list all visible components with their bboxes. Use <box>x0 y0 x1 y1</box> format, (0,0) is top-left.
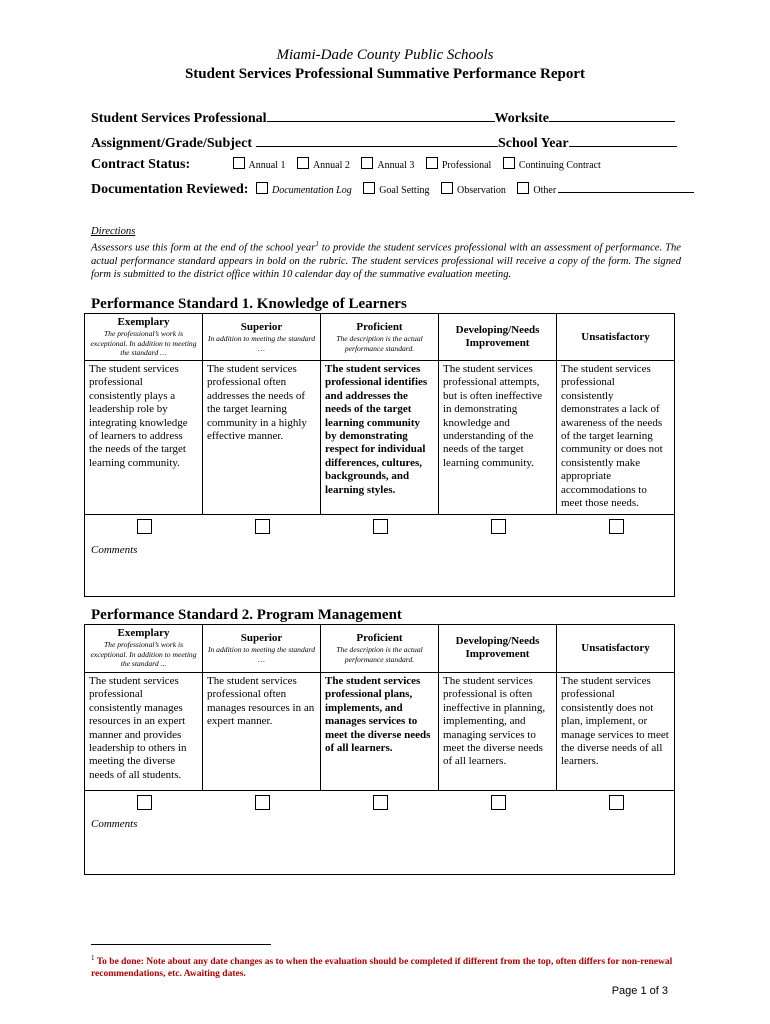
professional-field-row <box>91 107 675 127</box>
rating-checkbox-exemplary[interactable] <box>137 519 152 534</box>
checkbox-observation[interactable] <box>441 182 453 194</box>
level-unsatisfactory <box>557 314 675 361</box>
contract-status-row <box>91 157 609 173</box>
checkbox-annual-1[interactable] <box>233 157 245 169</box>
level-name: Exemplary <box>117 316 170 328</box>
option-observation: Observation <box>456 185 506 196</box>
superior-description: The student services professional often addresses the needs of the target learning community in a highly effective manner. <box>203 360 321 514</box>
unsatisfactory-description: The student services professional consistently does not plan, implement, or manage services to meet the diverse needs of all learners. <box>557 673 675 791</box>
level-superior <box>203 625 321 673</box>
rating-cell <box>557 519 675 538</box>
other-input[interactable] <box>558 183 694 193</box>
assignment-input[interactable] <box>256 132 498 147</box>
option-documentation-log: Documentation Log <box>271 185 352 196</box>
school-year-input[interactable] <box>569 132 677 147</box>
rubric-description-row <box>85 360 675 514</box>
footnote-marker: 1 <box>91 954 95 962</box>
checkbox-professional[interactable] <box>426 157 438 169</box>
report-title: Student Services Professional Summative Performance Report <box>184 66 586 82</box>
rating-cell <box>203 519 321 538</box>
checkbox-annual-2[interactable] <box>297 157 309 169</box>
level-name: Superior <box>240 321 283 333</box>
checkbox-continuing-contract[interactable] <box>503 157 515 169</box>
footnote-divider <box>91 944 271 945</box>
rating-checkbox-proficient[interactable] <box>373 795 388 810</box>
rubric-header-row <box>85 314 675 361</box>
level-name: Proficient <box>356 632 403 644</box>
rating-checkbox-unsatisfactory[interactable] <box>609 795 624 810</box>
worksite-input[interactable] <box>549 107 675 122</box>
footnote-ref: 1 <box>315 240 319 248</box>
comments-label: Comments <box>91 818 138 831</box>
level-description: The description is the actual performance standard. <box>336 645 423 664</box>
level-name: Developing/Needs Improvement <box>455 635 540 661</box>
level-proficient <box>321 625 439 673</box>
level-description: In addition to meeting the standard … <box>207 645 316 664</box>
comments-label: Comments <box>91 544 138 557</box>
rating-cell <box>85 795 203 814</box>
unsatisfactory-description: The student services professional consistently demonstrates a lack of awareness of the needs of the target learning community or does not consistently make appropriate accommodations to meet those needs. <box>557 360 675 514</box>
checkbox-other[interactable] <box>517 182 529 194</box>
rating-cell <box>321 519 439 538</box>
checkbox-annual-3[interactable] <box>361 157 373 169</box>
level-name: Superior <box>240 632 283 644</box>
directions-text-end: to provide the student services professional with an assessment of performance. The actual performance standard appears in bold on the rubric. The student services professional will receive a copy of the form. The signed form is submitted to the district office within 10 calendar day of the summative evaluation meeting. <box>91 242 681 280</box>
developing-description: The student services professional is often ineffective in planning, implementing, and managing services to meet the diverse needs of all learners. <box>439 673 557 791</box>
option-professional: Professional <box>441 160 492 171</box>
rating-cell <box>203 795 321 814</box>
directions-text <box>91 238 681 281</box>
documentation-reviewed-label: Documentation Reviewed: <box>91 182 249 197</box>
superior-description: The student services professional often manages resources in an expert manner. <box>203 673 321 791</box>
rating-cell <box>85 519 203 538</box>
level-name: Exemplary <box>117 627 170 639</box>
rating-checkbox-developing[interactable] <box>491 519 506 534</box>
page-number: Page 1 of 3 <box>611 985 668 997</box>
option-other: Other <box>533 185 557 196</box>
level-description: The professional’s work is exceptional. In addition to meeting the standard … <box>90 329 197 358</box>
developing-description: The student services professional attempts, but is often ineffective in demonstrating knowledge and understanding of the needs of the target learning community. <box>439 360 557 514</box>
rating-and-comments <box>85 514 675 596</box>
footnote <box>91 952 691 980</box>
level-superior <box>203 314 321 361</box>
proficient-description: The student services professional identifies and addresses the needs of the target learning community by demonstrating respect for individual differences, cultures, backgrounds, and learning styles. <box>321 360 439 514</box>
rating-cell <box>439 795 557 814</box>
level-exemplary <box>85 625 203 673</box>
rating-checkbox-developing[interactable] <box>491 795 506 810</box>
rubric-header-row <box>85 625 675 673</box>
worksite-label: Worksite <box>494 111 549 126</box>
footnote-text: To be done: Note about any date changes as to when the evaluation should be completed if different from the top, often differs for non-renewal recommendations, etc. Awaiting dates. <box>91 957 673 980</box>
school-year-label: School Year <box>498 136 569 151</box>
organization-name: Miami-Dade County Public Schools <box>276 47 494 63</box>
level-name: Proficient <box>356 321 403 333</box>
professional-label: Student Services Professional <box>91 111 267 126</box>
standard-1-title: Performance Standard 1. Knowledge of Learners <box>91 296 407 312</box>
rating-cell <box>439 519 557 538</box>
level-unsatisfactory <box>557 625 675 673</box>
level-name: Unsatisfactory <box>581 331 650 343</box>
standard-2-title: Performance Standard 2. Program Management <box>91 607 402 623</box>
assignment-label: Assignment/Grade/Subject <box>91 136 252 151</box>
rating-cell <box>321 795 439 814</box>
rating-checkbox-exemplary[interactable] <box>137 795 152 810</box>
level-description: The professional’s work is exceptional. In addition to meeting the standard ... <box>90 640 197 669</box>
level-name: Developing/Needs Improvement <box>455 324 540 350</box>
level-description: In addition to meeting the standard … <box>207 334 316 353</box>
option-annual-3: Annual 3 <box>377 160 415 171</box>
option-annual-1: Annual 1 <box>248 160 286 171</box>
exemplary-description: The student services professional consistently manages resources in an expert manner and provides leadership to others in meeting the diverse needs of all students. <box>85 673 203 791</box>
level-name: Unsatisfactory <box>581 642 650 654</box>
option-continuing-contract: Continuing Contract <box>518 160 601 171</box>
professional-input[interactable] <box>267 107 495 122</box>
rating-and-comments <box>85 791 675 875</box>
level-developing <box>439 625 557 673</box>
directions-text-start: Assessors use this form at the end of the school year <box>91 242 316 254</box>
level-description: The description is the actual performance standard. <box>336 334 423 353</box>
rating-checkbox-proficient[interactable] <box>373 519 388 534</box>
option-goal-setting: Goal Setting <box>379 185 430 196</box>
exemplary-description: The student services professional consistently plays a leadership role by integrating knowledge of learners to address the needs of the target learning community. <box>85 360 203 514</box>
rating-checkbox-superior[interactable] <box>255 519 270 534</box>
rubric-description-row <box>85 673 675 791</box>
checkbox-goal-setting[interactable] <box>363 182 375 194</box>
standard-1-rubric <box>84 313 675 597</box>
rating-checkbox-superior[interactable] <box>255 795 270 810</box>
rating-cell <box>557 795 675 814</box>
rating-boxes <box>85 519 675 538</box>
checkbox-documentation-log[interactable] <box>256 182 268 194</box>
rating-checkbox-unsatisfactory[interactable] <box>609 519 624 534</box>
option-annual-2: Annual 2 <box>312 160 350 171</box>
level-developing <box>439 314 557 361</box>
level-exemplary <box>85 314 203 361</box>
contract-status-label: Contract Status: <box>91 157 191 172</box>
standard-2-rubric <box>84 624 675 875</box>
rating-row <box>85 791 675 875</box>
assignment-field-row <box>91 132 677 152</box>
rating-boxes <box>85 795 675 814</box>
directions-title: Directions <box>91 226 136 237</box>
level-proficient <box>321 314 439 361</box>
documentation-reviewed-row <box>91 182 694 198</box>
rating-row <box>85 514 675 596</box>
proficient-description: The student services professional plans, implements, and manages services to meet the diverse needs of all learners. <box>321 673 439 791</box>
